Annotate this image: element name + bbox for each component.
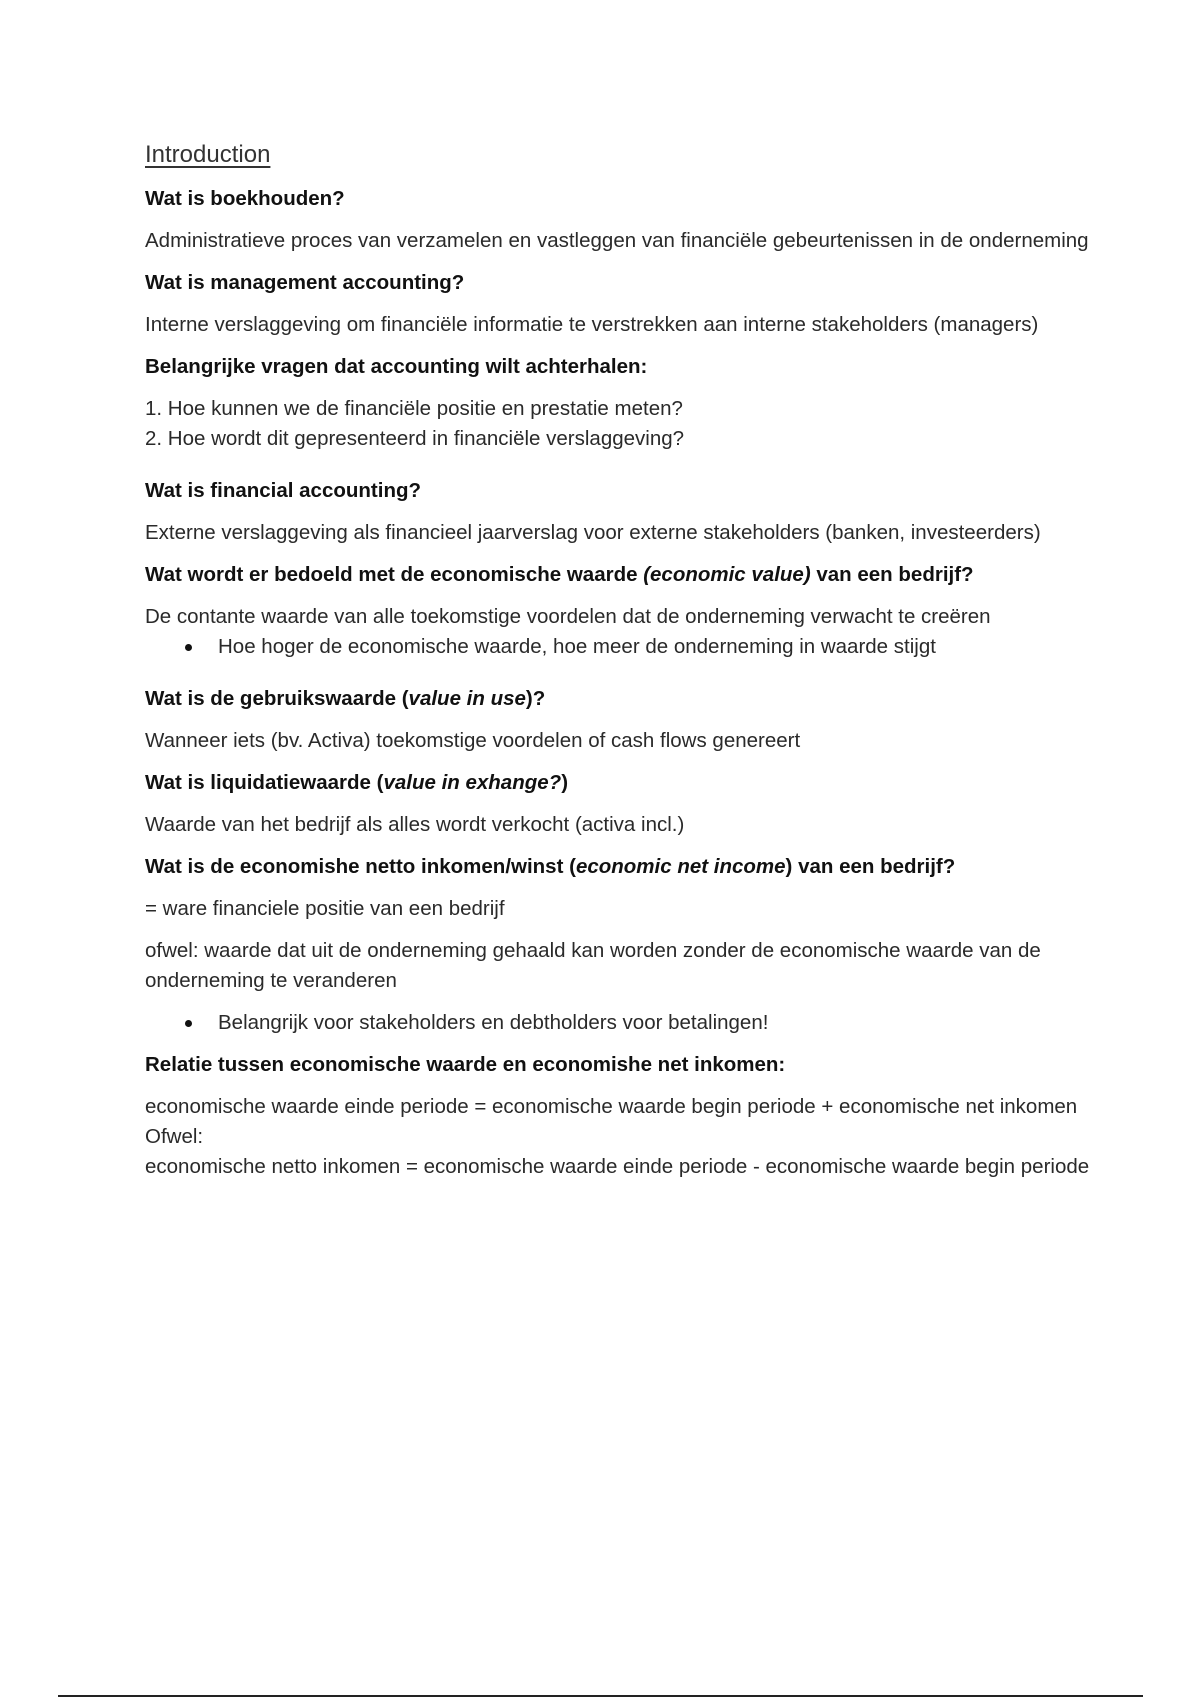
question-boekhouden: Wat is boekhouden? — [145, 187, 345, 210]
list-item: 1. Hoe kunnen we de financiële positie en prestatie meten? — [145, 397, 683, 420]
question-economic-value — [145, 560, 1105, 590]
question-text: ) van een bedrijf? — [785, 855, 956, 878]
formula-line: economische netto inkomen = economische waarde einde periode - economische waarde begin periode — [145, 1155, 1090, 1178]
footer-divider — [58, 1695, 1143, 1697]
question-text: Wat is de economishe netto inkomen/winst ( — [145, 855, 576, 878]
formula-line: economische waarde einde periode = economische waarde begin periode + economische net inkomen — [145, 1095, 1078, 1118]
question-financial-accounting: Wat is financial accounting? — [145, 479, 422, 502]
answer-liquidation-value: Waarde van het bedrijf als alles wordt verkocht (activa incl.) — [145, 813, 685, 836]
answer-value-in-use: Wanneer iets (bv. Activa) toekomstige voordelen of cash flows genereert — [145, 729, 801, 752]
question-value-in-use — [145, 684, 1105, 714]
page-title: Introduction — [145, 141, 271, 168]
formula-connector: Ofwel: — [145, 1125, 204, 1148]
bullet-item: Hoe hoger de economische waarde, hoe meer de onderneming in waarde stijgt — [145, 632, 1105, 662]
document-content — [145, 140, 1105, 1182]
numbered-list — [145, 394, 1105, 454]
bullet-item: Belangrijk voor stakeholders en debtholders voor betalingen! — [145, 1008, 1105, 1038]
list-item: 2. Hoe wordt dit gepresenteerd in financiële verslaggeving? — [145, 427, 685, 450]
question-text: )? — [525, 687, 546, 710]
answer-financial-accounting: Externe verslaggeving als financieel jaarverslag voor externe stakeholders (banken, investeerders) — [145, 521, 1041, 544]
question-important-questions: Belangrijke vragen dat accounting wilt achterhalen: — [145, 355, 648, 378]
question-text: ) — [561, 771, 569, 794]
question-text: Wat is de gebruikswaarde ( — [145, 687, 409, 710]
question-term: value in exhange? — [383, 771, 562, 794]
question-term: economic net income — [575, 855, 786, 878]
question-text: van een bedrijf? — [810, 563, 974, 586]
question-term: (economic value) — [643, 563, 811, 586]
question-economic-net-income — [145, 852, 1105, 882]
question-text: Wat is liquidatiewaarde ( — [145, 771, 384, 794]
answer-economic-net-income: = ware financiele positie van een bedrijf — [145, 897, 505, 920]
answer-management-accounting: Interne verslaggeving om financiële informatie te verstrekken aan interne stakeholders (managers) — [145, 313, 1039, 336]
question-text: Wat wordt er bedoeld met de economische waarde — [145, 563, 644, 586]
question-management-accounting: Wat is management accounting? — [145, 271, 465, 294]
question-liquidation-value — [145, 768, 1105, 798]
answer-boekhouden: Administratieve proces van verzamelen en vastleggen van financiële gebeurtenissen in de onderneming — [145, 229, 1089, 252]
question-relation: Relatie tussen economische waarde en economishe net inkomen: — [145, 1053, 786, 1076]
answer-economic-value: De contante waarde van alle toekomstige voordelen dat de onderneming verwacht te creëren — [145, 605, 991, 628]
answer-economic-net-income-alt: ofwel: waarde dat uit de onderneming gehaald kan worden zonder de economische waarde van de onderneming te veranderen — [145, 939, 1041, 992]
question-term: value in use — [408, 687, 526, 710]
